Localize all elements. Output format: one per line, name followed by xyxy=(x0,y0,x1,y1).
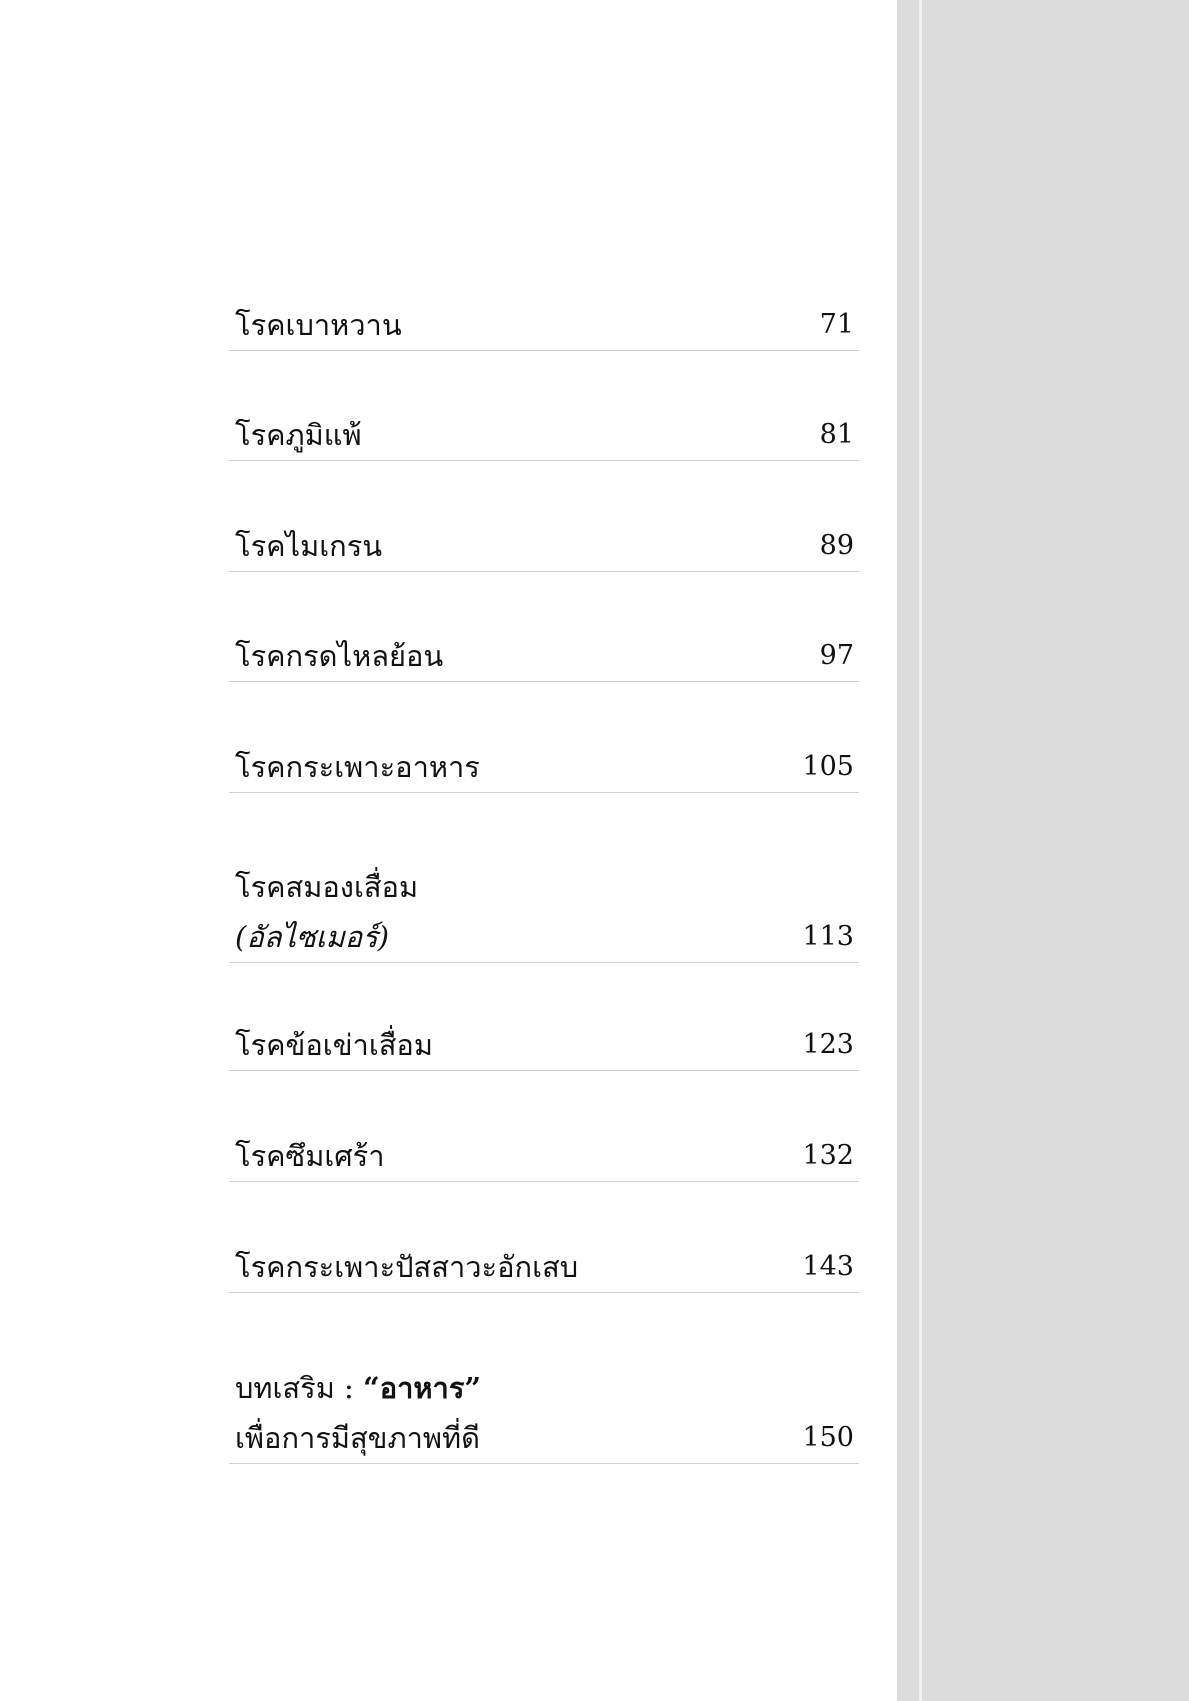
toc-entry-knee-osteoarthritis[interactable] xyxy=(229,1020,859,1071)
toc-entry-page-number: 81 xyxy=(819,419,854,450)
toc-entry-page-number: 71 xyxy=(819,309,854,340)
toc-entry-migraine[interactable] xyxy=(229,521,859,572)
toc-entry-title: โรคสมองเสื่อม xyxy=(235,870,419,904)
toc-entry-page-number: 105 xyxy=(802,751,854,782)
toc-entry-acid-reflux[interactable] xyxy=(229,631,859,682)
toc-entry-page-number: 123 xyxy=(802,1029,854,1060)
toc-entry-title-prefix: บทเสริม : xyxy=(235,1371,364,1405)
toc-entry-page-number: 150 xyxy=(802,1422,854,1453)
toc-entry-page-number: 113 xyxy=(802,921,854,952)
toc-entry-allergy[interactable] xyxy=(229,410,859,461)
toc-entry-diabetes[interactable] xyxy=(229,300,859,351)
side-margin-band xyxy=(897,0,1189,1701)
toc-entry-subtitle: เพื่อการมีสุขภาพที่ดี xyxy=(235,1421,480,1455)
toc-entry-gastritis[interactable] xyxy=(229,742,859,793)
toc-entry-title xyxy=(229,1363,859,1413)
toc-entry-page-number: 132 xyxy=(802,1140,854,1171)
toc-entry-title: โรคข้อเข่าเสื่อม xyxy=(235,1028,433,1062)
toc-entry-cystitis[interactable] xyxy=(229,1242,859,1293)
toc-entry-page-number: 89 xyxy=(819,530,854,561)
toc-entry-title: โรคไมเกรน xyxy=(235,529,383,563)
toc-entry-page-number: 97 xyxy=(819,640,854,671)
toc-entry-title: โรคกรดไหลย้อน xyxy=(235,639,444,673)
toc-entry-title: โรคกระเพาะปัสสาวะอักเสบ xyxy=(235,1250,579,1284)
toc-entry-subtitle: (อัลไซเมอร์) xyxy=(235,920,390,954)
toc-entry-title: โรคภูมิแพ้ xyxy=(235,418,362,452)
side-margin-stripe xyxy=(919,0,922,1701)
toc-entry-dementia[interactable] xyxy=(229,862,859,963)
toc-entry-title-emphasis: “อาหาร” xyxy=(363,1371,482,1405)
toc-entry-page-number: 143 xyxy=(802,1251,854,1282)
toc-entry-title: โรคกระเพาะอาหาร xyxy=(235,750,480,784)
toc-entry-title: โรคเบาหวาน xyxy=(235,308,402,342)
toc-entry-title: โรคซึมเศร้า xyxy=(235,1139,385,1173)
toc-entry-depression[interactable] xyxy=(229,1131,859,1182)
toc-entry-supplement-food[interactable] xyxy=(229,1363,859,1464)
